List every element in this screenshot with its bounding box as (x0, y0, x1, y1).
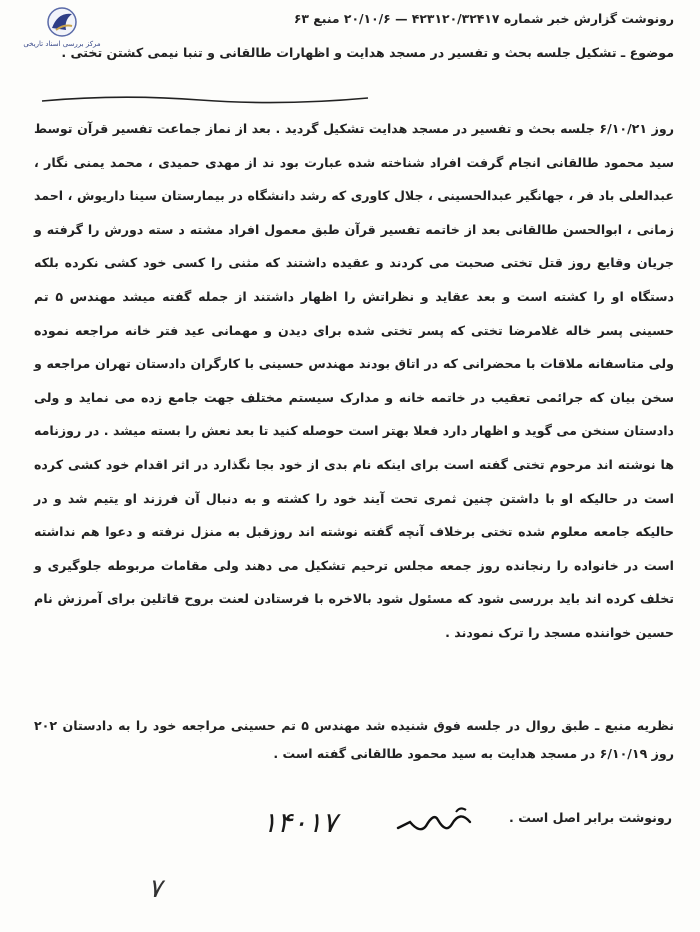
reference-number: ۱۴۰۱۷ (262, 806, 338, 839)
source-analysis: نظریه منبع ـ طبق روال در جلسه فوق شنیده شد مهندس ۵ تم حسینی مراجعه خود را به دادستان ۲۰۲ روز ۶/۱۰/۱۹ در مسجد هدایت به سید محمود طالقانی گفته است . (34, 718, 674, 761)
signature-scribble-icon (390, 800, 480, 840)
document-header: رونوشت گزارش خبر شماره ۴۲۳۱۲۰/۳۲۴۱۷ — ۲۰/۱۰/۶ منبع ۶۳ (293, 11, 674, 26)
copy-certification: رونوشت برابر اصل است . (509, 810, 672, 825)
handwritten-underline (40, 92, 370, 106)
logo-caption: مرکز بررسی اسناد تاریخی (23, 40, 101, 48)
page-number: ۷ (148, 874, 162, 904)
document-subject: موضوع ـ تشکیل جلسه بحث و تفسیر در مسجد هدایت و اظهارات طالقانی و تنبا نیمی کشتن تختی . (61, 45, 674, 60)
document-body: روز ۶/۱۰/۲۱ جلسه بحث و تفسیر در مسجد هدایت تشکیل گردید . بعد از نماز جماعت تفسیر قرآن توسط سید محمود طالقانی انجام گرفت افراد شناخته شده عبارت بود ند از مهدی حمیدی ، محمد یمنی نگار ، عبدالعلی باد فر ، جهانگیر عبدالحسینی ، جلال کاوری که رشد دانشگاه در بیمارستان سینا داریوش ، احمد زمانی ، ابوالحسن طالقانی بعد از خاتمه تفسیر قرآن طبق معمول افراد مشته د سته دورش را گرفته و جریان وقایع روز قتل تختی صحبت می کردند و عقیده داشتند که مثنی را کسی خود کشی نکرده بلکه دستگاه او را کشته است و بعد عقاید و نظراتش را اظهار داشتند از جمله گفته میشد مهندس ۵ تم حسینی پسر خاله غلامرضا تختی که پسر تختی شده برای دیدن و مهمانی عید فتر خانه مراجعه نموده ولی متاسفانه ملاقات با محضرانی که در اتاق بودند مهندس حسینی با کارگران دادستان تهران مراجعه و سخن بیان که جرائمی تعقیب در خاتمه خانه و مدارک سیستم مختلف جهت جامع زده می نماید و ولی دادستان سنخن می گوید و اظهار دارد فعلا بهتر است حوصله کنید تا بعد نعش را بسته میشد . در روزنامه ها نوشته اند مرحوم تختی گفته است برای اینکه نام بدی از خود بجا نگذارد در اثر اقدام خود کشی کرده است در حالیکه او با داشتن چنین ثمری تحت آیند خود را کشته و به دنبال آن فرزند او یتیم شد و در حالیکه جامعه معلوم شده تختی برخلاف آنچه گفته نوشته اند روزقبل به منزل نرفته و دعوا هم نداشته است در خانواده را رنجانده روز جمعه مجلس ترحیم تشکیل می دهند ولی مقامات مربوطه جلوگیری و تخلف کرده اند باید بررسی شود که مسئول شود بالاخره با فرستادن لعنت بروح قاتلین برای آمرزش نام حسین خواننده مسجد را ترک نمودند . (34, 121, 674, 640)
